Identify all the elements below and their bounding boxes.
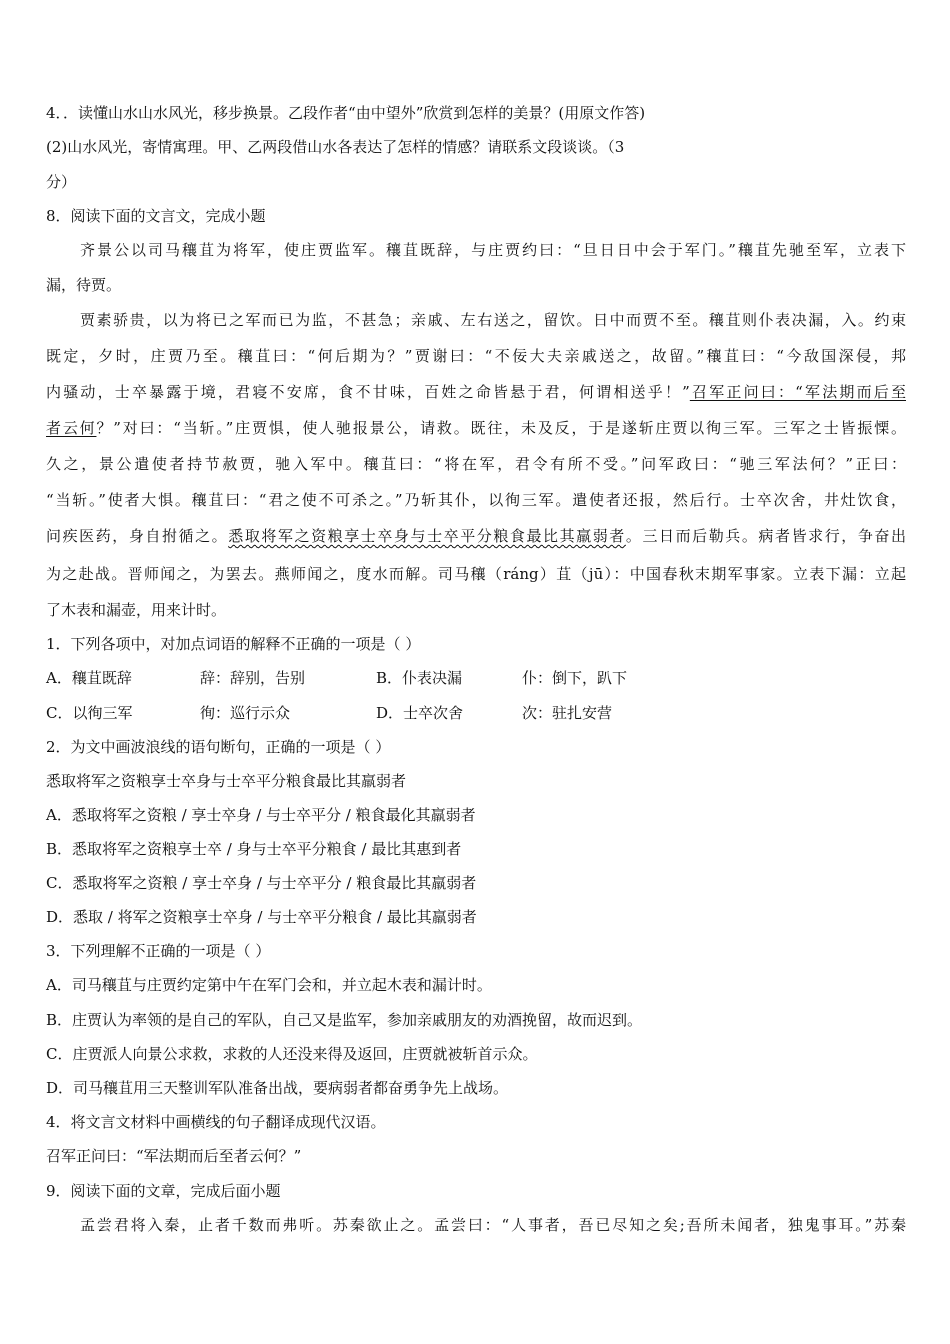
sub2-option-d: D．悉取 / 将军之资粮享士卒身 / 与士卒平分粮食 / 最比其羸弱者 [46, 908, 477, 926]
q8-passage-line: “当斩。”使者大惧。穰苴曰：“君之使不可杀之。”乃斩其仆，以徇三军。遣使者还报，然后行。士卒次舍，井灶饮食， [46, 491, 906, 509]
sub2-option-b: B．悉取将军之资粮享士卒 / 身与士卒平分粮食 / 最比其惠到者 [46, 840, 462, 858]
q8-sub4-stem: 4．将文言文材料中画横线的句子翻译成现代汉语。 [46, 1113, 386, 1131]
q9-passage-line: 孟尝君将入秦，止者千数而弗听。苏秦欲止之。孟尝曰：“人事者，吾已尽知之矣;吾所未闻者，独鬼事耳。”苏秦 [80, 1216, 906, 1234]
sub2-option-a: A．悉取将军之资粮 / 享士卒身 / 与士卒平分 / 粮食最化其羸弱者 [46, 806, 476, 824]
sub1-option-c-gloss: 徇：巡行示众 [200, 704, 291, 722]
sub1-option-b: B．仆表决漏 [376, 669, 463, 687]
sub3-option-a: A．司马穰苴与庄贾约定第中午在军门会和，并立起木表和漏计时。 [46, 976, 492, 994]
underlined-sentence: 召军正问曰：“军法期而后至 [689, 383, 906, 401]
sub2-sentence: 悉取将军之资粮享士卒身与士卒平分粮食最比其羸弱者 [46, 772, 407, 790]
q8-passage-line [46, 382, 906, 402]
q4-rest-line-1: 4．．读懂山水山水风光，移步换景。乙段作者“由中望外”欣赏到怎样的美景？(用原文作答) [46, 104, 646, 122]
underlined-sentence: 者云何 [46, 419, 97, 437]
q8-passage-line: 为之赴战。晋师闻之，为罢去。燕师闻之，度水而解。司马穰（ráng）苴（jū）：中国春秋末期军事家。立表下漏：立起 [46, 565, 906, 583]
sub3-option-d: D．司马穰苴用三天整训军队准备出战，要病弱者都奋勇争先上战场。 [46, 1079, 509, 1097]
q8-sub2-stem: 2．为文中画波浪线的语句断句，正确的一项是（ ） [46, 738, 391, 756]
passage-text: 内骚动，士卒暴露于境，君寝不安席，食不甘味，百姓之命皆悬于君，何谓相送乎！” [46, 383, 690, 401]
sub1-option-d-gloss: 次：驻扎安营 [522, 704, 613, 722]
q8-sub1-stem: 1．下列各项中，对加点词语的解释不正确的一项是（ ） [46, 635, 421, 653]
q8-passage-line: 贾素骄贵，以为将已之军而已为监，不甚急；亲戚、左右送之，留饮。日中而贾不至。穰苴则仆表决漏，入。约束 [80, 311, 906, 329]
sub1-option-a-gloss: 辞：辞别，告别 [200, 669, 306, 687]
passage-text: ？”对曰：“当斩。”庄贾惧，使人驰报景公，请救。既往，未及反，于是遂斩庄贾以徇三军。三军之士皆振慄。 [96, 419, 906, 437]
passage-text: 。三日而后勒兵。病者皆求行，争奋出 [625, 527, 906, 545]
q8-passage-line: 既定，夕时，庄贾乃至。穰苴曰：“何后期为？”贾谢曰：“不佞大夫亲戚送之，故留。”穰苴曰：“今敌国深侵，邦 [46, 347, 906, 365]
passage-text: 问疾医药，身自拊循之。 [46, 527, 229, 545]
q8-sub3-stem: 3．下列理解不正确的一项是（ ） [46, 942, 271, 960]
sub1-option-a: A．穰苴既辞 [46, 669, 132, 687]
sub2-option-c: C．悉取将军之资粮 / 享士卒身 / 与士卒平分 / 粮食最比其羸弱者 [46, 874, 477, 892]
q8-heading: 8．阅读下面的文言文，完成小题 [46, 207, 266, 225]
q9-heading: 9．阅读下面的文章，完成后面小题 [46, 1182, 281, 1200]
q8-passage-line: 漏，待贾。 [46, 276, 122, 294]
sub4-sentence: 召军正问曰：“军法期而后至者云何？” [46, 1147, 302, 1165]
sub1-option-d: D．士卒次舍 [376, 704, 464, 722]
q4-rest-line-3: 分） [46, 173, 77, 191]
q8-passage-line [46, 526, 906, 546]
wavy-underlined-sentence: 悉取将军之资粮享士卒身与士卒平分粮食最比其羸弱者 [228, 527, 626, 545]
sub1-option-b-gloss: 仆：倒下，趴下 [522, 669, 628, 687]
q8-passage-line: 了木表和漏壶，用来计时。 [46, 601, 227, 619]
q8-passage-line [46, 418, 906, 438]
q8-passage-line: 久之，景公遣使者持节赦贾，驰入军中。穰苴曰：“将在军，君令有所不受。”问军政曰：“驰三军法何？”正曰： [46, 455, 906, 473]
sub1-option-c: C．以徇三军 [46, 704, 133, 722]
sub3-option-c: C．庄贾派人向景公求救，求救的人还没来得及返回，庄贾就被斩首示众。 [46, 1045, 538, 1063]
sub3-option-b: B．庄贾认为率领的是自己的军队，自己又是监军，参加亲戚朋友的劝酒挽留，故而迟到。 [46, 1011, 643, 1029]
q4-rest-line-2: (2)山水风光，寄情寓理。甲、乙两段借山水各表达了怎样的情感？请联系文段谈谈。（3 [46, 138, 625, 156]
q8-passage-line: 齐景公以司马穰苴为将军，使庄贾监军。穰苴既辞，与庄贾约曰：“旦日日中会于军门。”穰苴先驰至军，立表下 [80, 241, 906, 259]
